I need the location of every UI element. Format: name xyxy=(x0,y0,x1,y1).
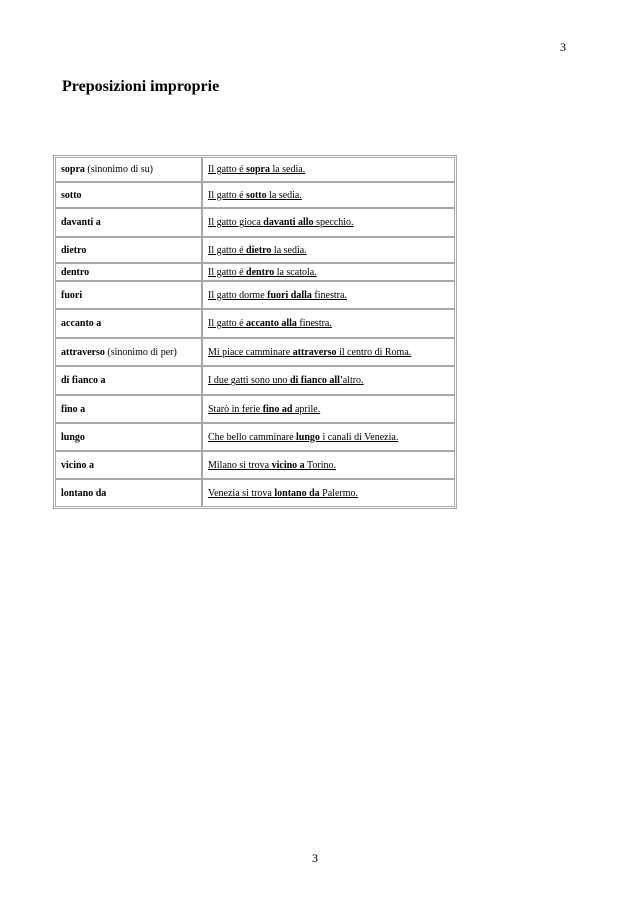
example-sentence xyxy=(208,432,398,443)
example-preposition: fuori dalla xyxy=(267,289,312,301)
header-page-number: 3 xyxy=(560,40,566,54)
example-preposition: sotto xyxy=(246,189,267,201)
preposition-term: di fianco a xyxy=(61,375,106,386)
preposition-term: fino a xyxy=(61,403,86,415)
example-text-before: Il gatto gioca xyxy=(208,217,264,228)
example-preposition: vicino a xyxy=(271,459,305,471)
prepositions-table xyxy=(53,155,457,509)
table-row xyxy=(55,338,455,366)
table-row xyxy=(55,263,455,281)
table-row xyxy=(55,451,455,479)
example-preposition: attraverso xyxy=(292,346,337,358)
example-text-after: la sedia. xyxy=(269,164,306,175)
preposition-term: dietro xyxy=(61,244,87,256)
page-title: Preposizioni improprie xyxy=(62,78,220,95)
example-text-after: specchio. xyxy=(313,217,354,228)
term-cell xyxy=(55,309,202,338)
example-cell xyxy=(202,157,455,182)
example-sentence xyxy=(208,217,354,228)
example-text-after: la scatola. xyxy=(274,266,317,278)
synonym-note: (sinonimo di per) xyxy=(104,346,177,358)
example-cell xyxy=(202,338,455,366)
example-cell xyxy=(202,182,455,208)
example-sentence xyxy=(208,245,307,256)
table-row xyxy=(55,423,455,451)
table-body xyxy=(55,157,455,507)
example-preposition: davanti allo xyxy=(263,217,314,228)
example-sentence xyxy=(208,318,332,329)
preposition-term: dentro xyxy=(61,266,90,278)
term-cell xyxy=(55,423,202,451)
preposition-term: lontano da xyxy=(61,487,107,499)
table-row xyxy=(55,237,455,263)
example-sentence xyxy=(208,267,317,278)
example-cell xyxy=(202,309,455,338)
example-cell xyxy=(202,451,455,479)
example-preposition: lontano da xyxy=(274,487,320,499)
example-text-after: aprile. xyxy=(292,403,321,415)
example-preposition: dentro xyxy=(246,266,275,278)
example-preposition: di fianco all' xyxy=(289,375,343,386)
example-sentence xyxy=(208,190,302,201)
example-text-after: Palermo. xyxy=(319,487,358,499)
table-row xyxy=(55,182,455,208)
example-preposition: lungo xyxy=(296,431,320,443)
term-cell xyxy=(55,157,202,182)
example-text-before: Il gatto é xyxy=(208,244,247,256)
example-text-after: finestra. xyxy=(296,318,332,329)
term-cell xyxy=(55,395,202,423)
table-row xyxy=(55,479,455,507)
term-cell xyxy=(55,237,202,263)
synonym-note: (sinonimo di su) xyxy=(84,164,153,175)
example-text-after: i canali di Venezia. xyxy=(319,431,399,443)
example-text-after: la sedia. xyxy=(266,189,302,201)
term-cell xyxy=(55,208,202,237)
preposition-term: lungo xyxy=(61,431,85,443)
example-text-before: Mi piace camminare xyxy=(208,346,293,358)
example-text-before: Il gatto é xyxy=(208,164,247,175)
example-preposition: sopra xyxy=(246,164,270,175)
term-cell xyxy=(55,338,202,366)
example-text-after: finestra. xyxy=(311,289,347,301)
table-row xyxy=(55,395,455,423)
table-row xyxy=(55,208,455,237)
example-sentence xyxy=(208,347,411,358)
example-text-before: Il gatto é xyxy=(208,189,247,201)
example-text-before: Il gatto é xyxy=(208,318,247,329)
example-sentence xyxy=(208,460,336,471)
table-row xyxy=(55,309,455,338)
example-preposition: fino ad xyxy=(262,403,293,415)
example-text-before: Il gatto é xyxy=(208,266,247,278)
example-cell xyxy=(202,237,455,263)
example-text-before: Milano si trova xyxy=(208,459,272,471)
example-preposition: dietro xyxy=(246,244,272,256)
preposition-term: sopra xyxy=(61,164,85,175)
preposition-term: davanti a xyxy=(61,217,101,228)
example-cell xyxy=(202,263,455,281)
example-sentence xyxy=(208,404,320,415)
example-cell xyxy=(202,208,455,237)
term-cell xyxy=(55,479,202,507)
term-cell xyxy=(55,263,202,281)
preposition-term: vicino a xyxy=(61,459,95,471)
table-row xyxy=(55,281,455,309)
example-cell xyxy=(202,366,455,395)
example-text-before: Che bello camminare xyxy=(208,431,297,443)
term-cell xyxy=(55,451,202,479)
term-cell xyxy=(55,366,202,395)
example-text-before: Starò in ferie xyxy=(208,403,263,415)
example-text-after: Torino. xyxy=(304,459,337,471)
preposition-term: accanto a xyxy=(61,318,102,329)
preposition-term: fuori xyxy=(61,289,83,301)
preposition-term: attraverso xyxy=(61,346,105,358)
example-sentence xyxy=(208,375,364,386)
footer-page-number: 3 xyxy=(312,851,318,865)
example-cell xyxy=(202,423,455,451)
term-cell xyxy=(55,182,202,208)
example-text-before: Venezia si trova xyxy=(208,487,275,499)
term-cell xyxy=(55,281,202,309)
example-sentence xyxy=(208,164,305,175)
example-text-after: la sedia. xyxy=(271,244,307,256)
example-text-after: altro. xyxy=(342,375,364,386)
example-cell xyxy=(202,395,455,423)
example-text-before: Il gatto dorme xyxy=(208,289,268,301)
example-text-before: I due gatti sono uno xyxy=(208,375,290,386)
example-preposition: accanto alla xyxy=(246,318,297,329)
example-cell xyxy=(202,281,455,309)
preposition-term: sotto xyxy=(61,189,82,201)
example-sentence xyxy=(208,290,347,301)
example-cell xyxy=(202,479,455,507)
table-row xyxy=(55,157,455,182)
example-sentence xyxy=(208,488,358,499)
table-row xyxy=(55,366,455,395)
example-text-after: il centro di Roma. xyxy=(336,346,412,358)
